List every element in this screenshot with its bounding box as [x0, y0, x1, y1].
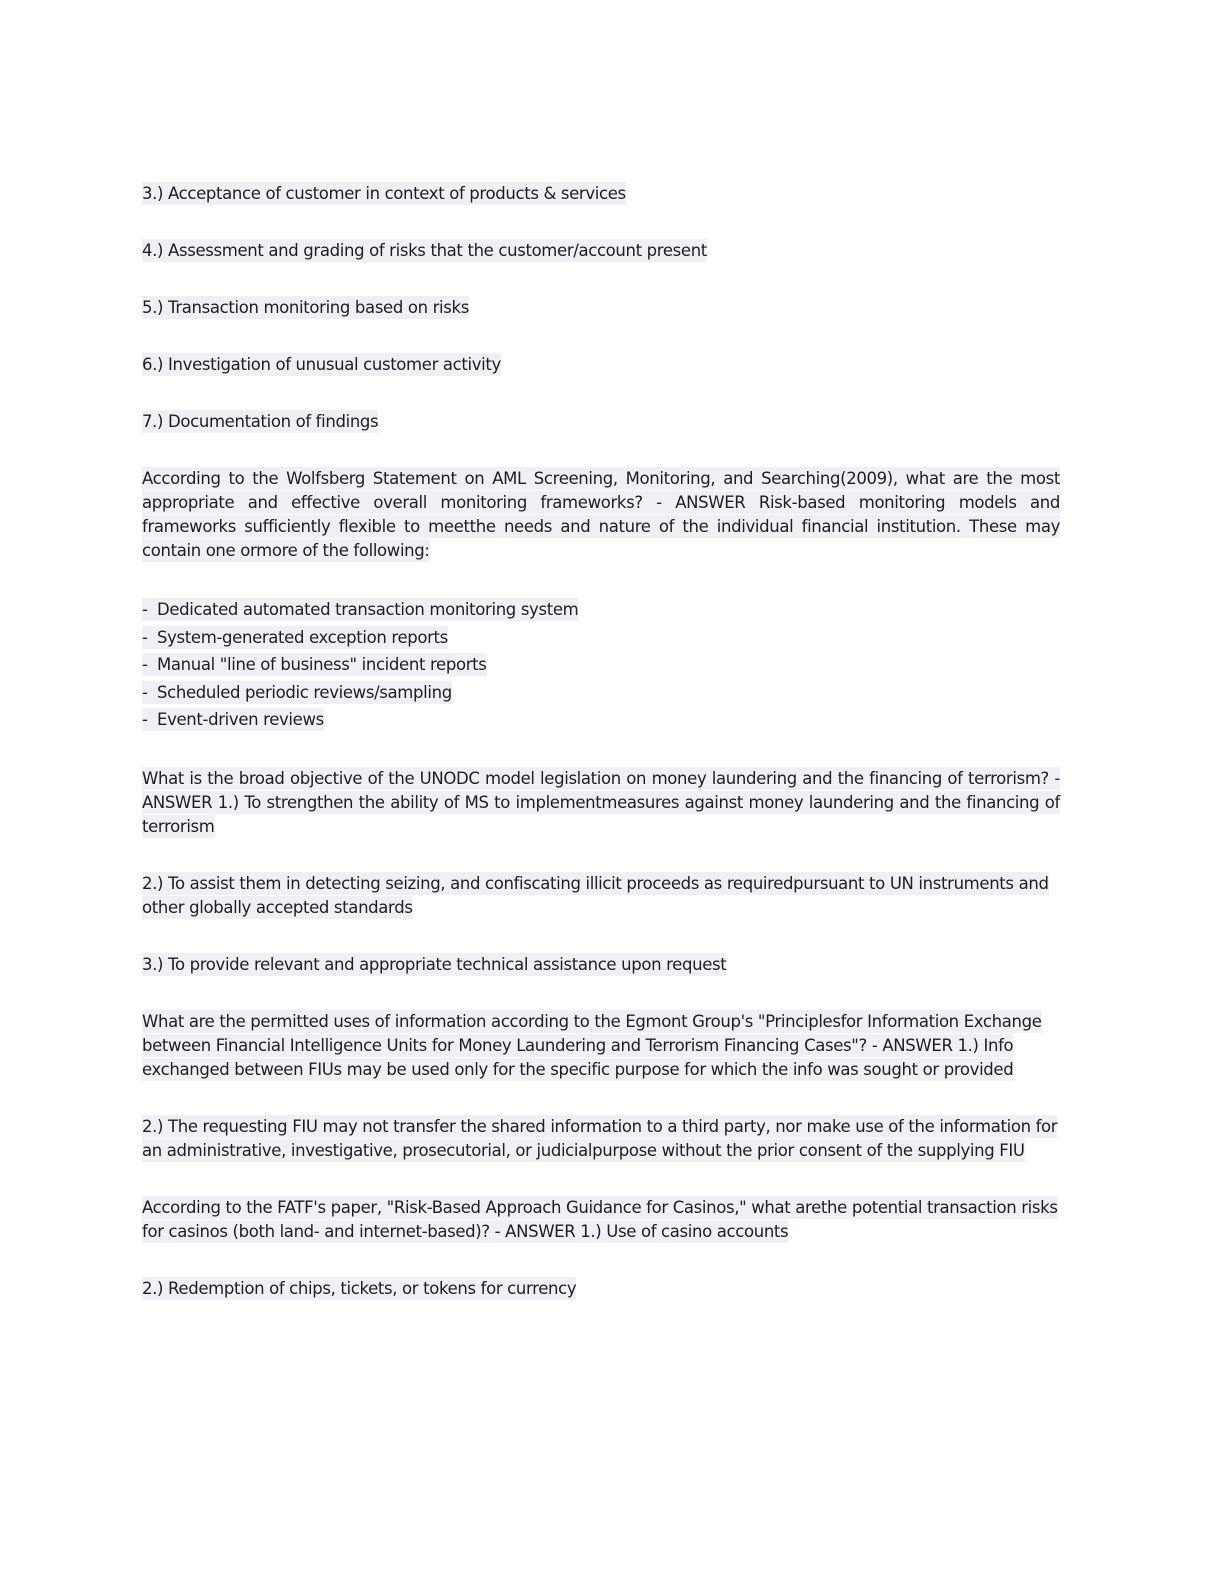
list-item-4: [142, 239, 1060, 263]
question-unodc: [142, 767, 1060, 839]
fatf-answer-2: [142, 1277, 1060, 1301]
bullet-text: Manual "line of business" incident reports: [157, 655, 487, 674]
monitoring-framework-list: [142, 596, 1060, 734]
bullet-item: [142, 651, 1060, 679]
bullet-text: Event-driven reviews: [157, 710, 324, 729]
list-item-5-text: 5.) Transaction monitoring based on risks: [142, 298, 469, 317]
document-body: [142, 182, 1060, 1334]
egmont-answer-2-text: 2.) The requesting FIU may not transfer the shared information to a third party, nor make use of the information for an administrative, investigative, prosecutorial, or judicialpurpose without the prior consent of the supplying FIU: [142, 1116, 1058, 1160]
fatf-answer-2-text: 2.) Redemption of chips, tickets, or tokens for currency: [142, 1278, 577, 1298]
unodc-answer-2-text: 2.) To assist them in detecting seizing, and confiscating illicit proceeds as requiredpursuant to UN instruments and other globally accepted standards: [142, 873, 1049, 917]
bullet-text: Dedicated automated transaction monitoring system: [157, 600, 579, 619]
unodc-answer-2: [142, 872, 1060, 920]
list-item-3-text: 3.) Acceptance of customer in context of products & services: [142, 184, 626, 203]
list-item-6-text: 6.) Investigation of unusual customer activity: [142, 355, 501, 374]
question-egmont-text: What are the permitted uses of information according to the Egmont Group's "Principlesfor Information Exchange between Financial Intelligence Units for Money Laundering and Terrorism Financing Cases"? - ANSWER 1.) Info exchanged between FIUs may be used only for the specific purpose for which the info was sought or provided: [142, 1011, 1042, 1079]
question-wolfsberg-text: According to the Wolfsberg Statement on AML Screening, Monitoring, and Searching(2009), what are the most appropriate and effective overall monitoring frameworks? - ANSWER Risk-based monitoring models and frameworks sufficiently flexible to meetthe needs and nature of the individual financial institution. These may contain one ormore of the following:: [142, 469, 1060, 560]
list-item-3: [142, 182, 1060, 206]
dash-icon: -: [142, 627, 148, 647]
unodc-answer-3-text: 3.) To provide relevant and appropriate technical assistance upon request: [142, 954, 727, 974]
list-item-4-text: 4.) Assessment and grading of risks that the customer/account present: [142, 241, 707, 260]
list-item-5: [142, 296, 1060, 320]
bullet-item: [142, 624, 1060, 652]
dash-icon: -: [142, 655, 148, 674]
bullet-item: [142, 706, 1060, 734]
list-item-6: [142, 353, 1060, 377]
bullet-item: [142, 596, 1060, 624]
question-wolfsberg: [142, 467, 1060, 563]
bullet-text: System-generated exception reports: [157, 627, 448, 647]
bullet-text: Scheduled periodic reviews/sampling: [157, 682, 452, 702]
bullet-item: [142, 679, 1060, 707]
question-egmont: [142, 1010, 1060, 1082]
question-fatf-text: According to the FATF's paper, "Risk-Based Approach Guidance for Casinos," what arethe potential transaction risks for casinos (both land- and internet-based)? - ANSWER 1.) Use of casino accounts: [142, 1197, 1058, 1241]
egmont-answer-2: [142, 1115, 1060, 1163]
list-item-7-text: 7.) Documentation of findings: [142, 412, 379, 431]
question-unodc-text: What is the broad objective of the UNODC model legislation on money laundering and the financing of terrorism? - ANSWER 1.) To strengthen the ability of MS to implementmeasures against money laundering and the financing of terrorism: [142, 768, 1060, 836]
dash-icon: -: [142, 710, 148, 729]
list-item-7: [142, 410, 1060, 434]
unodc-answer-3: [142, 953, 1060, 977]
dash-icon: -: [142, 682, 148, 702]
dash-icon: -: [142, 600, 148, 619]
question-fatf: [142, 1196, 1060, 1244]
